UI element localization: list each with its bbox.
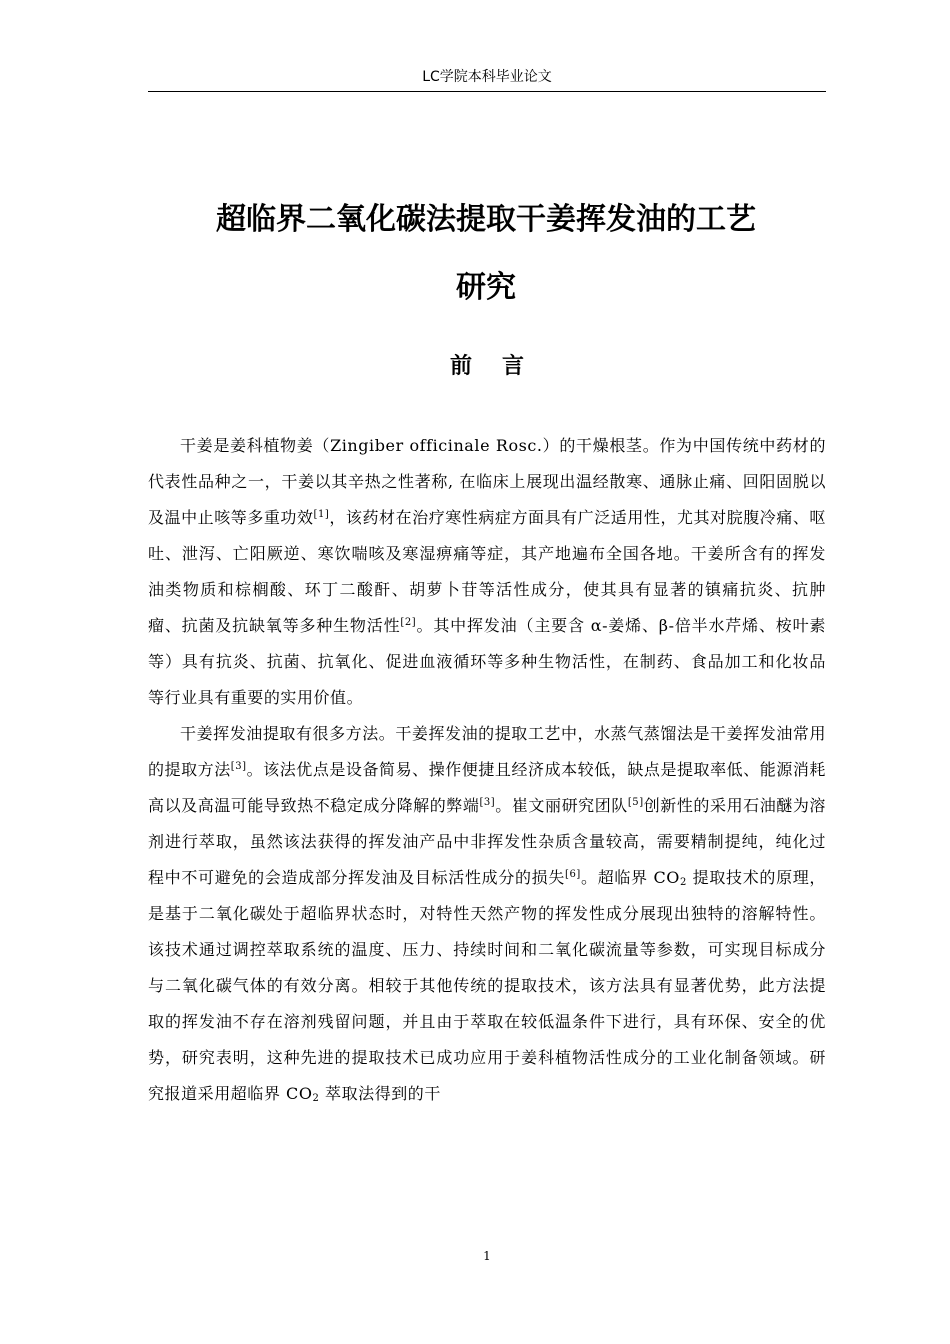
paper-title [130,186,842,322]
subscript: 2 [312,1093,320,1104]
citation-ref: [3] [230,761,247,772]
subscript: 2 [679,877,687,888]
citation-ref: [3] [479,797,496,808]
body-text [148,428,826,1112]
paragraph-2-text-6: 提取技术的原理，是基于二氧化碳处于超临界状态时，对特性天然产物的挥发性成分展现出独特的溶解特性。该技术通过调控萃取系统的温度、压力、持续时间和二氧化碳流量等参数，可实现目标成分与二氧化碳气体的有效分离。相较于其他传统的提取技术，该方法具有显著优势，此方法提取的挥发油不存在溶剂残留问题，并且由于萃取在较低温条件下进行，具有环保、安全的优势，研究表明，这种先进的提取技术已成功应用于姜科植物活性成分的工业化制备领域。研究报道采用超临界 CO [148,868,826,1103]
paragraph-1-text-3: 。其中挥发油（主要含 α-姜烯、β-倍半水芹烯、桉叶素等）具有抗炎、抗菌、抗氧化、促进血液循环等多种生物活性，在制药、食品加工和化妆品等行业具有重要的实用价值。 [148,616,826,707]
paragraph-2 [148,716,826,1112]
page-number: 1 [483,1249,491,1263]
paper-title-line-2: 研究 [456,270,516,305]
paragraph-1-text-2: ，该药材在治疗寒性病症方面具有广泛适用性，尤其对脘腹冷痛、呕吐、泄泻、亡阳厥逆、寒饮喘咳及寒湿痹痛等症，其产地遍布全国各地。干姜所含有的挥发油类物质和棕榈酸、环丁二酸酐、胡萝卜苷等活性成分，使其具有显著的镇痛抗炎、抗肿瘤、抗菌及抗缺氧等多种生物活性 [148,508,826,635]
paragraph-1 [148,428,826,716]
paragraph-2-text-3: 。崔文丽研究团队 [495,796,628,815]
header-rule [148,91,826,92]
section-heading-preface: 前言 [449,354,554,379]
paragraph-2-text-1: 干姜挥发油提取有很多方法。干姜挥发油的提取工艺中，水蒸气蒸馏法是干姜挥发油常用的提取方法 [148,724,826,779]
citation-ref: [5] [627,797,644,808]
paper-title-line-1: 超临界二氧化碳法提取干姜挥发油的工艺 [216,202,756,237]
paragraph-2-text-4: 创新性的采用石油醚为溶剂进行萃取，虽然该法获得的挥发油产品中非挥发性杂质含量较高，需要精制提纯，纯化过程中不可避免的会造成部分挥发油及目标活性成分的损失 [148,796,826,887]
paragraph-2-text-2: 。该法优点是设备简易、操作便捷且经济成本较低，缺点是提取率低、能源消耗高以及高温可能导致热不稳定成分降解的弊端 [148,760,826,815]
citation-ref: [2] [400,617,417,628]
running-header: LC学院本科毕业论文 [422,69,552,85]
citation-ref: [6] [565,869,581,880]
citation-ref: [1] [313,509,330,520]
paragraph-2-text-5: 。超临界 CO [580,868,680,887]
paragraph-2-text-7: 萃取法得到的干 [319,1084,441,1103]
paragraph-1-text-1: 干姜是姜科植物姜（Zingiber officinale Rosc.）的干燥根茎。作为中国传统中药材的代表性品种之一，干姜以其辛热之性著称, 在临床上展现出温经散寒、通脉止痛、回阳固脱以及温中止咳等多重功效 [148,436,826,527]
